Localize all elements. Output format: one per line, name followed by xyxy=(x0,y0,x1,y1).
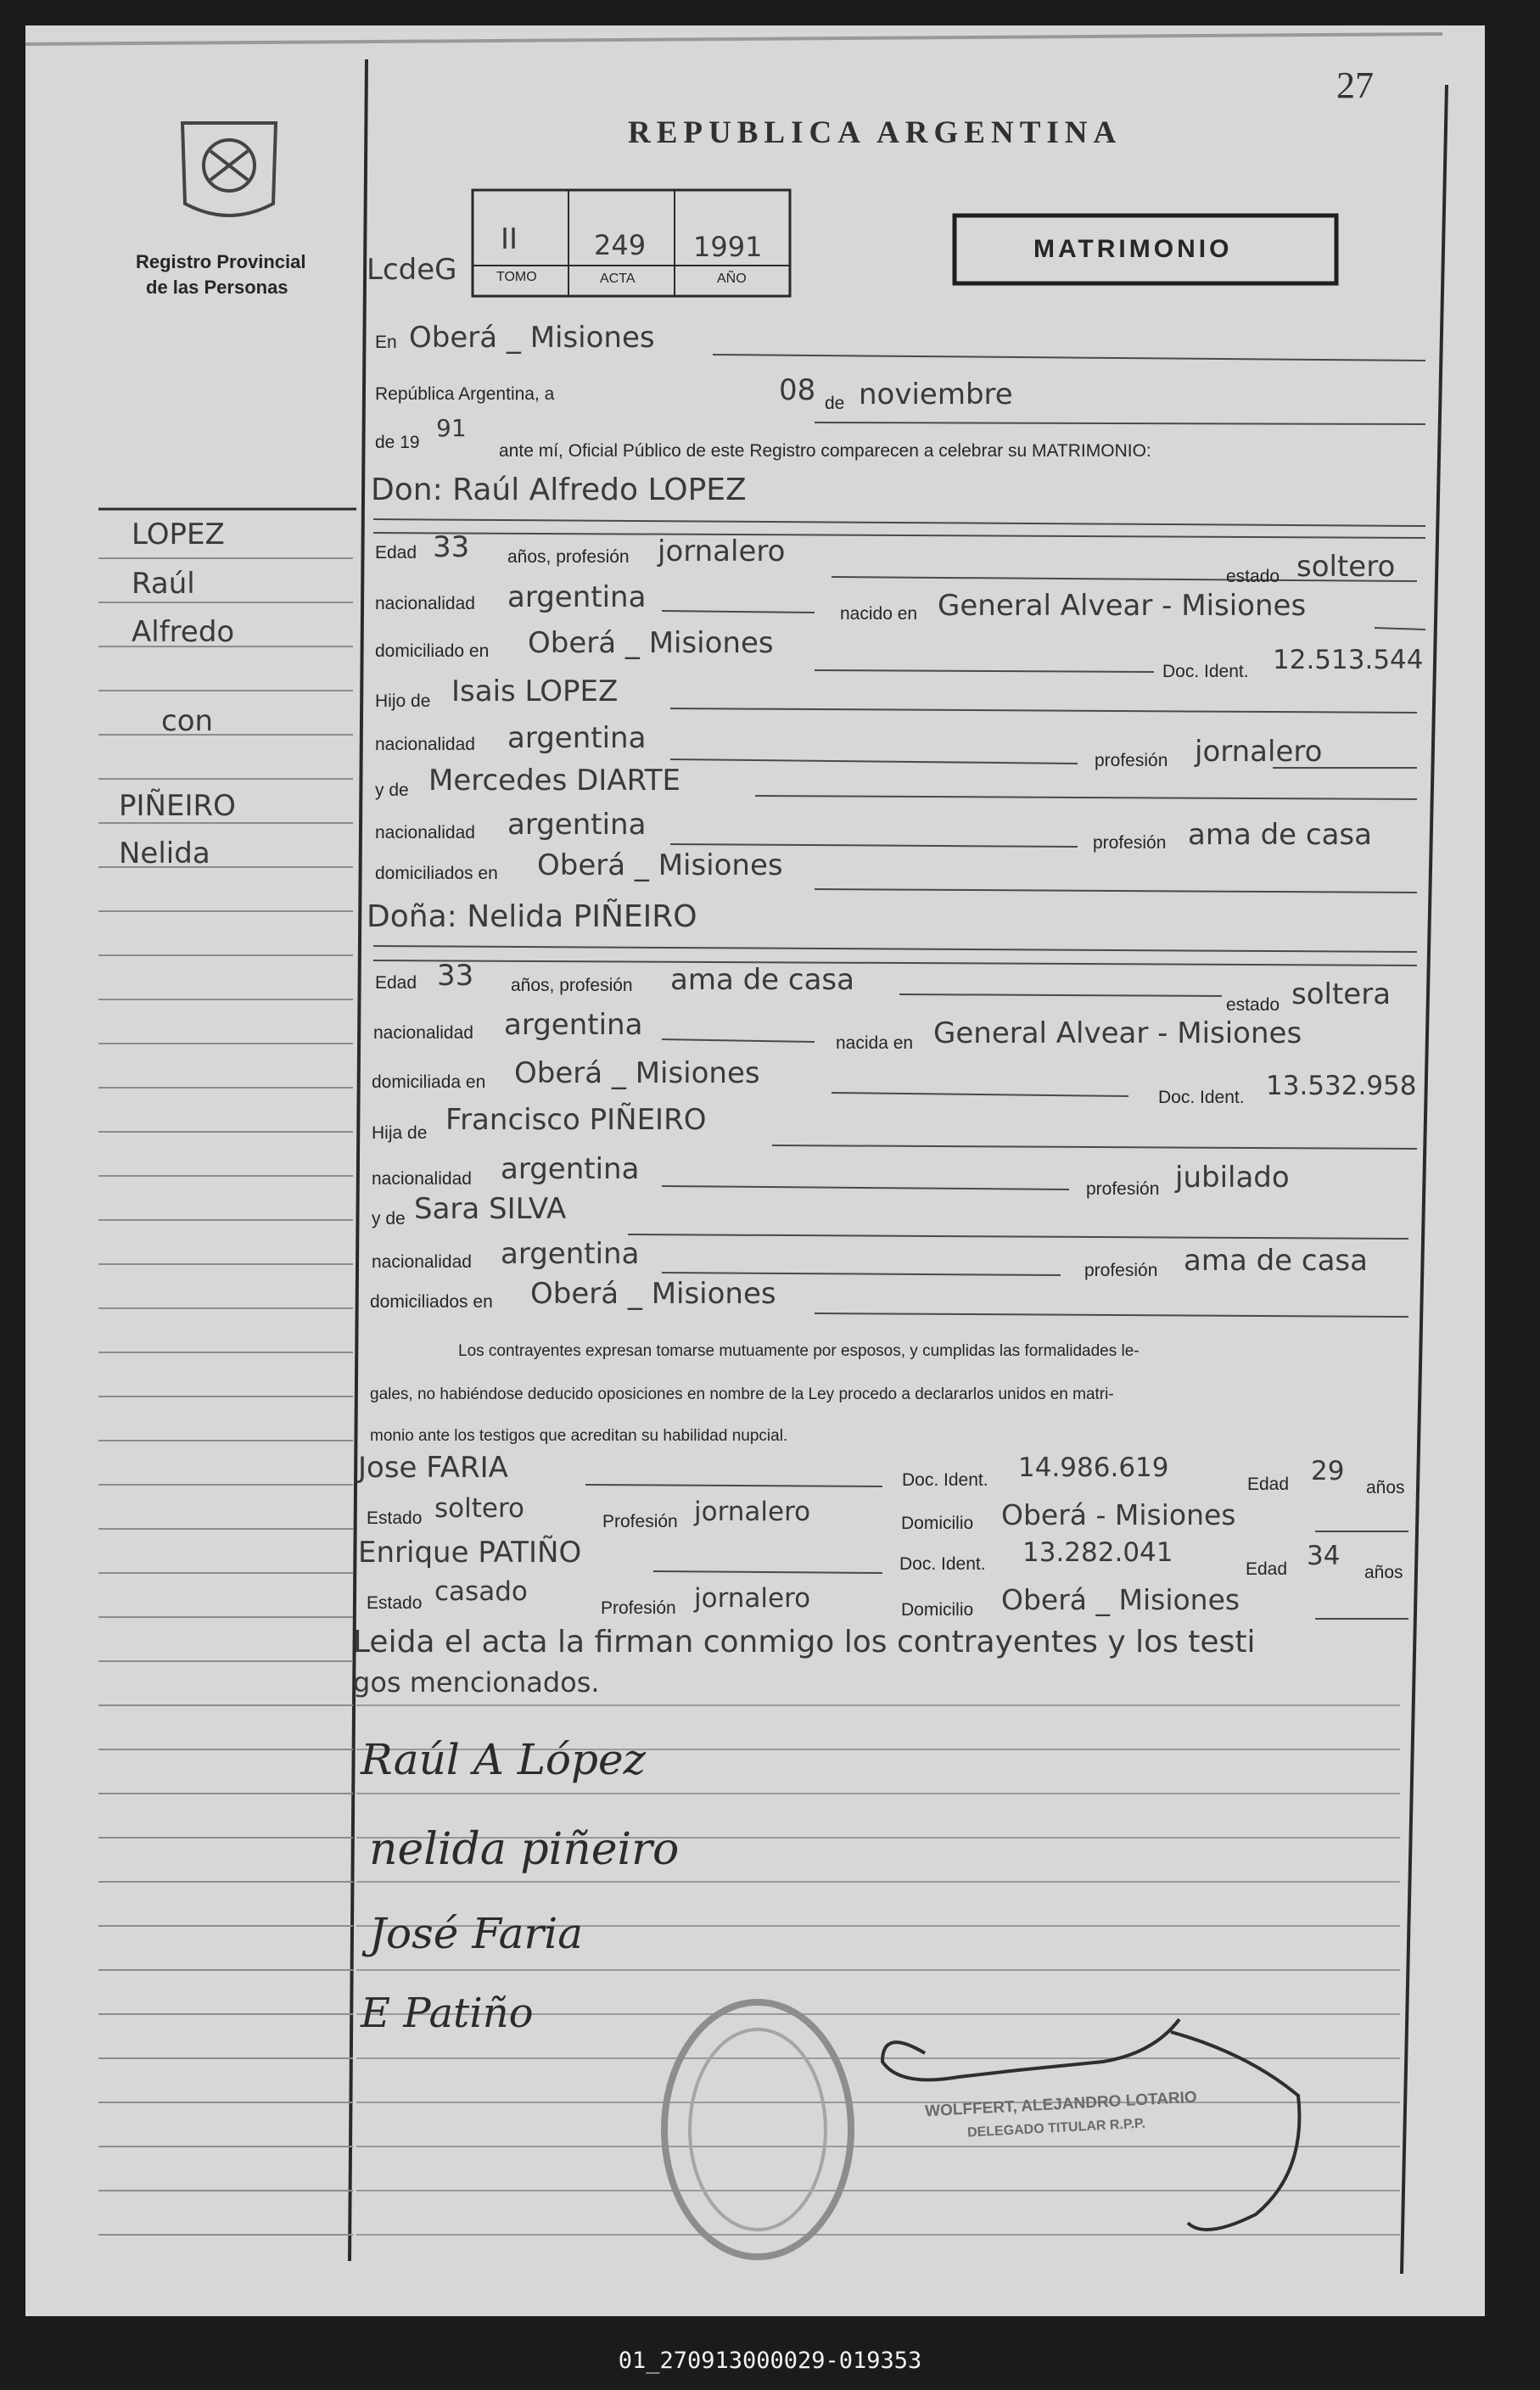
bride-father-label: Hija de xyxy=(372,1123,428,1143)
year-prefix: de 19 xyxy=(375,433,420,452)
doc-type: MATRIMONIO xyxy=(1033,235,1233,263)
bride-father-nat-label: nacionalidad xyxy=(372,1169,472,1189)
bride-mother-label: y de xyxy=(372,1209,406,1229)
witness2-age-label: Edad xyxy=(1246,1559,1288,1579)
bride-mother-nationality: argentina xyxy=(501,1237,640,1271)
intro-text: ante mí, Oficial Público de este Registro comparecen a celebrar su MATRIMONIO: xyxy=(499,441,1151,461)
witness2-profession: jornalero xyxy=(694,1583,811,1614)
bride-age: 33 xyxy=(437,959,474,993)
bride-age-label: Edad xyxy=(375,973,417,993)
groom-domicile: Oberá _ Misiones xyxy=(528,626,774,660)
witness2-prof-label: Profesión xyxy=(601,1598,676,1618)
image-id-caption: 01_270913000029-019353 xyxy=(618,2348,922,2374)
witness1-estado-label: Estado xyxy=(367,1508,423,1528)
groom-age: 33 xyxy=(433,530,470,564)
groom-mother-prof-label: profesión xyxy=(1093,833,1167,853)
anio-label: AÑO xyxy=(717,271,747,286)
witness2-estado: casado xyxy=(434,1576,528,1607)
page-number: 27 xyxy=(1336,64,1374,106)
witness2-anos-label: años xyxy=(1364,1563,1403,1582)
groom-mother-profession: ama de casa xyxy=(1188,818,1372,852)
declaration-line-3: monio ante los testigos que acreditan su habilidad nupcial. xyxy=(370,1427,788,1445)
bride-father: Francisco PIÑEIRO xyxy=(445,1103,707,1137)
groom-signature: Raúl A López xyxy=(361,1735,646,1784)
witness1-profession: jornalero xyxy=(694,1497,811,1527)
witness2-name: Enrique PATIÑO xyxy=(358,1536,582,1570)
groom-father-nat-label: nacionalidad xyxy=(375,735,475,754)
groom-name: Don: Raúl Alfredo LOPEZ xyxy=(371,473,747,507)
bride-father-profession: jubilado xyxy=(1175,1161,1290,1195)
bride-birthplace: General Alvear - Misiones xyxy=(933,1016,1302,1050)
groom-profession: jornalero xyxy=(658,535,786,568)
day-value: 08 xyxy=(779,373,816,407)
bride-doc-label: Doc. Ident. xyxy=(1158,1088,1245,1107)
anio-value: 1991 xyxy=(693,231,763,263)
bride-nationality-label: nacionalidad xyxy=(373,1023,473,1043)
date-label: República Argentina, a xyxy=(375,384,555,404)
bride-profession: ama de casa xyxy=(670,963,854,997)
witness1-doc: 14.986.619 xyxy=(1018,1452,1169,1483)
groom-nationality-label: nacionalidad xyxy=(375,594,475,613)
margin-line-3: Alfredo xyxy=(132,615,235,649)
bride-parents-domicile-label: domiciliados en xyxy=(370,1292,493,1312)
groom-father-profession: jornalero xyxy=(1195,735,1323,769)
witness2-signature: E Patiño xyxy=(361,1990,534,2037)
bride-nationality: argentina xyxy=(504,1008,643,1042)
groom-parents-domicile-label: domiciliados en xyxy=(375,864,498,883)
witness1-anos-label: años xyxy=(1366,1478,1405,1497)
official-stamp-seal xyxy=(664,2002,851,2257)
month-label: de xyxy=(825,394,845,413)
groom-mother-nat-label: nacionalidad xyxy=(375,823,475,842)
place-value: Oberá _ Misiones xyxy=(409,321,655,355)
declaration-line-1: Los contrayentes expresan tomarse mutuamente por esposos, y cumplidas las formalidades le- xyxy=(458,1342,1140,1360)
witness2-doc: 13.282.041 xyxy=(1022,1537,1173,1568)
groom-nationality: argentina xyxy=(507,580,647,614)
bride-mother-prof-label: profesión xyxy=(1084,1261,1158,1280)
groom-father-nationality: argentina xyxy=(507,721,647,755)
bride-mother-profession: ama de casa xyxy=(1184,1244,1368,1278)
registry-seal xyxy=(182,123,276,215)
acta-value: 249 xyxy=(594,229,647,261)
bride-mother: Sara SILVA xyxy=(414,1192,567,1226)
bride-name: Doña: Nelida PIÑEIRO xyxy=(367,899,697,934)
margin-line-1: LOPEZ xyxy=(132,518,225,551)
bride-parents-domicile: Oberá _ Misiones xyxy=(530,1277,776,1311)
bride-estado-label: estado xyxy=(1226,995,1280,1015)
groom-mother-label: y de xyxy=(375,781,409,800)
acta-label: ACTA xyxy=(600,271,636,286)
groom-doc: 12.513.544 xyxy=(1273,645,1424,675)
witness2-estado-label: Estado xyxy=(367,1593,423,1613)
margin-line-5: PIÑEIRO xyxy=(119,789,236,823)
closing-line-1: Leida el acta la firman conmigo los contrayentes y los testi xyxy=(353,1625,1256,1660)
country-title: REPUBLICA ARGENTINA xyxy=(628,115,1123,150)
official-stamp-line-1: WOLFFERT, ALEJANDRO LOTARIO xyxy=(924,2088,1198,2121)
bride-domicile: Oberá _ Misiones xyxy=(514,1056,760,1090)
margin-line-4: con xyxy=(161,704,214,738)
witness1-estado: soltero xyxy=(434,1493,524,1524)
bride-doc: 13.532.958 xyxy=(1266,1071,1417,1101)
declaration-line-2: gales, no habiéndose deducido oposiciones en nombre de la Ley procedo a declararlos unidos en matri- xyxy=(370,1385,1114,1403)
groom-father-label: Hijo de xyxy=(375,691,431,711)
registry-name-line1: Registro Provincial xyxy=(136,251,306,272)
groom-mother: Mercedes DIARTE xyxy=(428,764,680,798)
groom-doc-label: Doc. Ident. xyxy=(1162,662,1249,681)
witness1-doc-label: Doc. Ident. xyxy=(902,1470,988,1490)
groom-domicile-label: domiciliado en xyxy=(375,641,490,661)
witness1-name: Jose FARIA xyxy=(358,1451,508,1485)
witness1-signature: José Faria xyxy=(369,1909,584,1958)
place-label: En xyxy=(375,333,397,352)
tomo-value: II xyxy=(501,222,518,256)
witness1-domicile: Oberá - Misiones xyxy=(1001,1498,1236,1531)
bride-profession-label: años, profesión xyxy=(511,976,633,995)
year-suffix: 91 xyxy=(436,414,467,442)
witness1-prof-label: Profesión xyxy=(602,1512,678,1531)
groom-born-label: nacido en xyxy=(840,604,918,624)
witness2-doc-label: Doc. Ident. xyxy=(899,1554,986,1574)
groom-profession-label: años, profesión xyxy=(507,547,630,567)
bride-domicile-label: domiciliada en xyxy=(372,1072,486,1092)
witness2-age: 34 xyxy=(1307,1541,1341,1571)
groom-birthplace: General Alvear - Misiones xyxy=(938,589,1307,623)
witness2-dom-label: Domicilio xyxy=(901,1600,974,1620)
closing-line-2: gos mencionados. xyxy=(353,1666,600,1699)
month-value: noviembre xyxy=(859,378,1013,411)
registry-name-line2: de las Personas xyxy=(146,277,288,298)
groom-father-prof-label: profesión xyxy=(1095,751,1168,770)
groom-age-label: Edad xyxy=(375,543,417,563)
bride-estado: soltera xyxy=(1291,977,1392,1011)
bride-father-nationality: argentina xyxy=(501,1152,640,1186)
witness1-age-label: Edad xyxy=(1247,1475,1290,1494)
margin-line-6: Nelida xyxy=(119,837,210,870)
bride-born-label: nacida en xyxy=(836,1033,914,1053)
groom-father: Isais LOPEZ xyxy=(451,674,619,708)
margin-line-2: Raúl xyxy=(132,567,195,601)
official-stamp-line-2: DELEGADO TITULAR R.P.P. xyxy=(966,2116,1146,2141)
witness2-domicile: Oberá _ Misiones xyxy=(1001,1583,1240,1616)
book-code: LcdeG xyxy=(367,253,457,287)
groom-parents-domicile: Oberá _ Misiones xyxy=(537,848,783,882)
groom-mother-nationality: argentina xyxy=(507,808,647,842)
tomo-label: TOMO xyxy=(496,270,537,284)
groom-estado: soltero xyxy=(1296,550,1396,584)
bride-father-prof-label: profesión xyxy=(1086,1179,1160,1199)
bride-signature: nelida piñeiro xyxy=(369,1824,680,1875)
groom-estado-label: estado xyxy=(1226,567,1280,586)
witness1-age: 29 xyxy=(1311,1456,1345,1486)
witness1-dom-label: Domicilio xyxy=(901,1514,974,1533)
bride-mother-nat-label: nacionalidad xyxy=(372,1252,472,1272)
